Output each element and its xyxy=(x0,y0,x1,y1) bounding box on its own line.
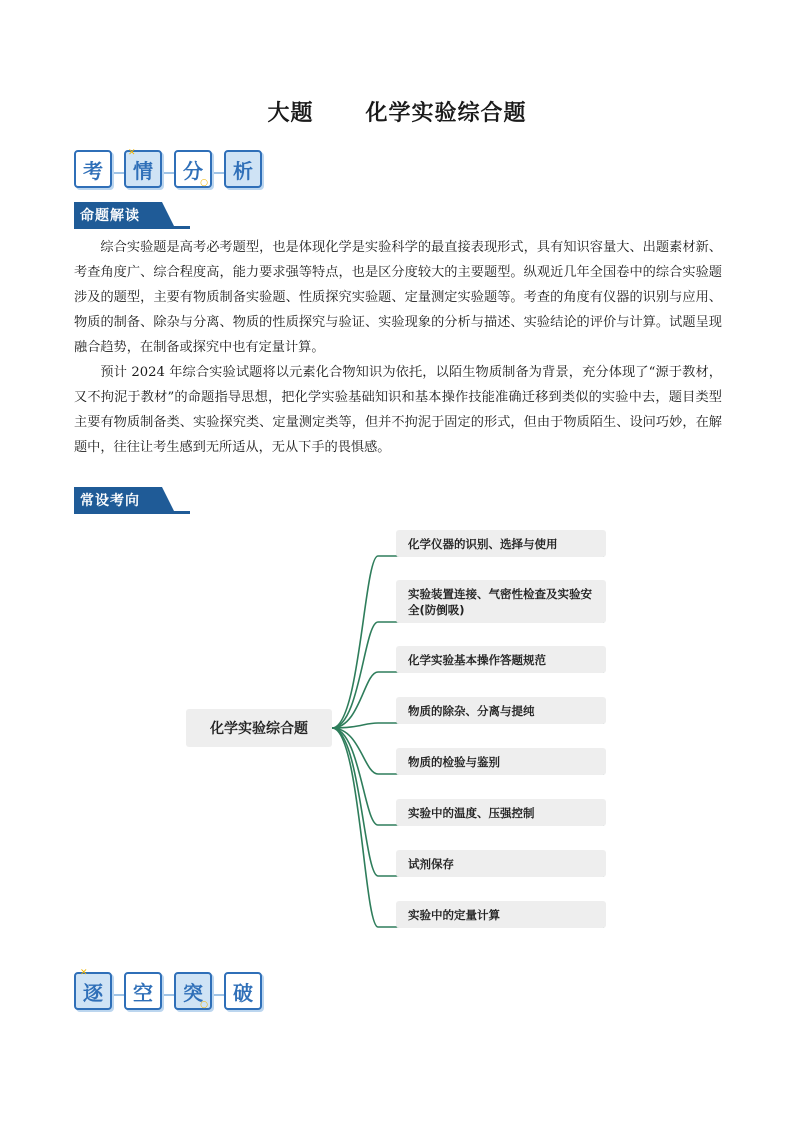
banner-tile xyxy=(74,150,112,188)
banner-char: 考 xyxy=(83,158,103,183)
section-header-underline xyxy=(74,511,190,514)
banner-char: 析 xyxy=(233,158,253,183)
banner-tile xyxy=(174,972,212,1010)
mindmap-leaf-node: 化学仪器的识别、选择与使用 xyxy=(396,530,606,557)
mindmap-leaf-node: 实验中的定量计算 xyxy=(396,901,606,928)
paragraph: 预计 2024 年综合实验试题将以元素化合物知识为依托，以陌生物质制备为背景，充分体现了“源于教材，又不拘泥于教材”的命题指导思想，把化学实验基础知识和基本操作技能准确迁移到类似的实验中去，题目类型主要有物质制备类、实验探究类、定量测定类等，但并不拘泥于固定的形式，但由于物质陌生、设问巧妙，在解题中，往往让考生感到无所适从，无从下手的畏惧感。 xyxy=(74,365,722,455)
mindmap-leaf-node: 实验装置连接、气密性检查及实验安全(防倒吸) xyxy=(396,580,606,623)
mindmap-leaf-node: 化学实验基本操作答题规范 xyxy=(396,646,606,673)
star-icon: ✕ xyxy=(80,968,88,978)
banner-char: 逐 xyxy=(83,980,103,1005)
star-icon: ○ xyxy=(200,1000,208,1010)
banner-char: 突 xyxy=(183,980,203,1005)
section-heading: 命题解读 xyxy=(80,208,140,224)
section-heading: 常设考向 xyxy=(80,493,140,509)
banner-zhukong-tupo xyxy=(74,968,294,1016)
star-icon: ○ xyxy=(200,178,208,188)
paragraph: 综合实验题是高考必考题型，也是体现化学是实验科学的最直接表现形式，具有知识容量大、出题素材新、考查角度广、综合程度高，能力要求强等特点，也是区分度较大的主要题型。纵观近几年全国卷中的综合实验题涉及的题型，主要有物质制备实验题、性质探究实验题、定量测定实验题等。考查的角度有仪器的识别与应用、物质的制备、除杂与分离、物质的性质探究与验证、实验现象的分析与描述、实验结论的评价与计算。试题呈现融合趋势，在制备或探究中也有定量计算。 xyxy=(74,240,722,355)
banner-char: 空 xyxy=(133,980,153,1005)
banner-tile xyxy=(124,150,162,188)
banner-tile xyxy=(224,150,262,188)
banner-kaoqing-fenxi xyxy=(74,150,294,194)
banner-tile xyxy=(124,972,162,1010)
mindmap-leaf-node: 实验中的温度、压强控制 xyxy=(396,799,606,826)
section-header-mingti-jiedu xyxy=(74,202,190,226)
page-title: 大题 化学实验综合题 xyxy=(267,101,527,126)
banner-char: 分 xyxy=(183,158,203,183)
star-icon: ✕ xyxy=(128,148,136,158)
banner-tile xyxy=(74,968,112,1010)
section-header-underline xyxy=(74,226,190,229)
mindmap-leaf-node: 物质的检验与鉴别 xyxy=(396,748,606,775)
banner-char: 破 xyxy=(233,980,253,1005)
mindmap-leaf-node: 试剂保存 xyxy=(396,850,606,877)
mindmap-center-node: 化学实验综合题 xyxy=(186,709,332,747)
banner-tile xyxy=(224,972,262,1010)
banner-tile xyxy=(174,150,212,188)
mindmap-leaf-node: 物质的除杂、分离与提纯 xyxy=(396,697,606,724)
banner-char: 情 xyxy=(133,158,153,183)
section-header-changshe-kaoxiang xyxy=(74,487,190,511)
